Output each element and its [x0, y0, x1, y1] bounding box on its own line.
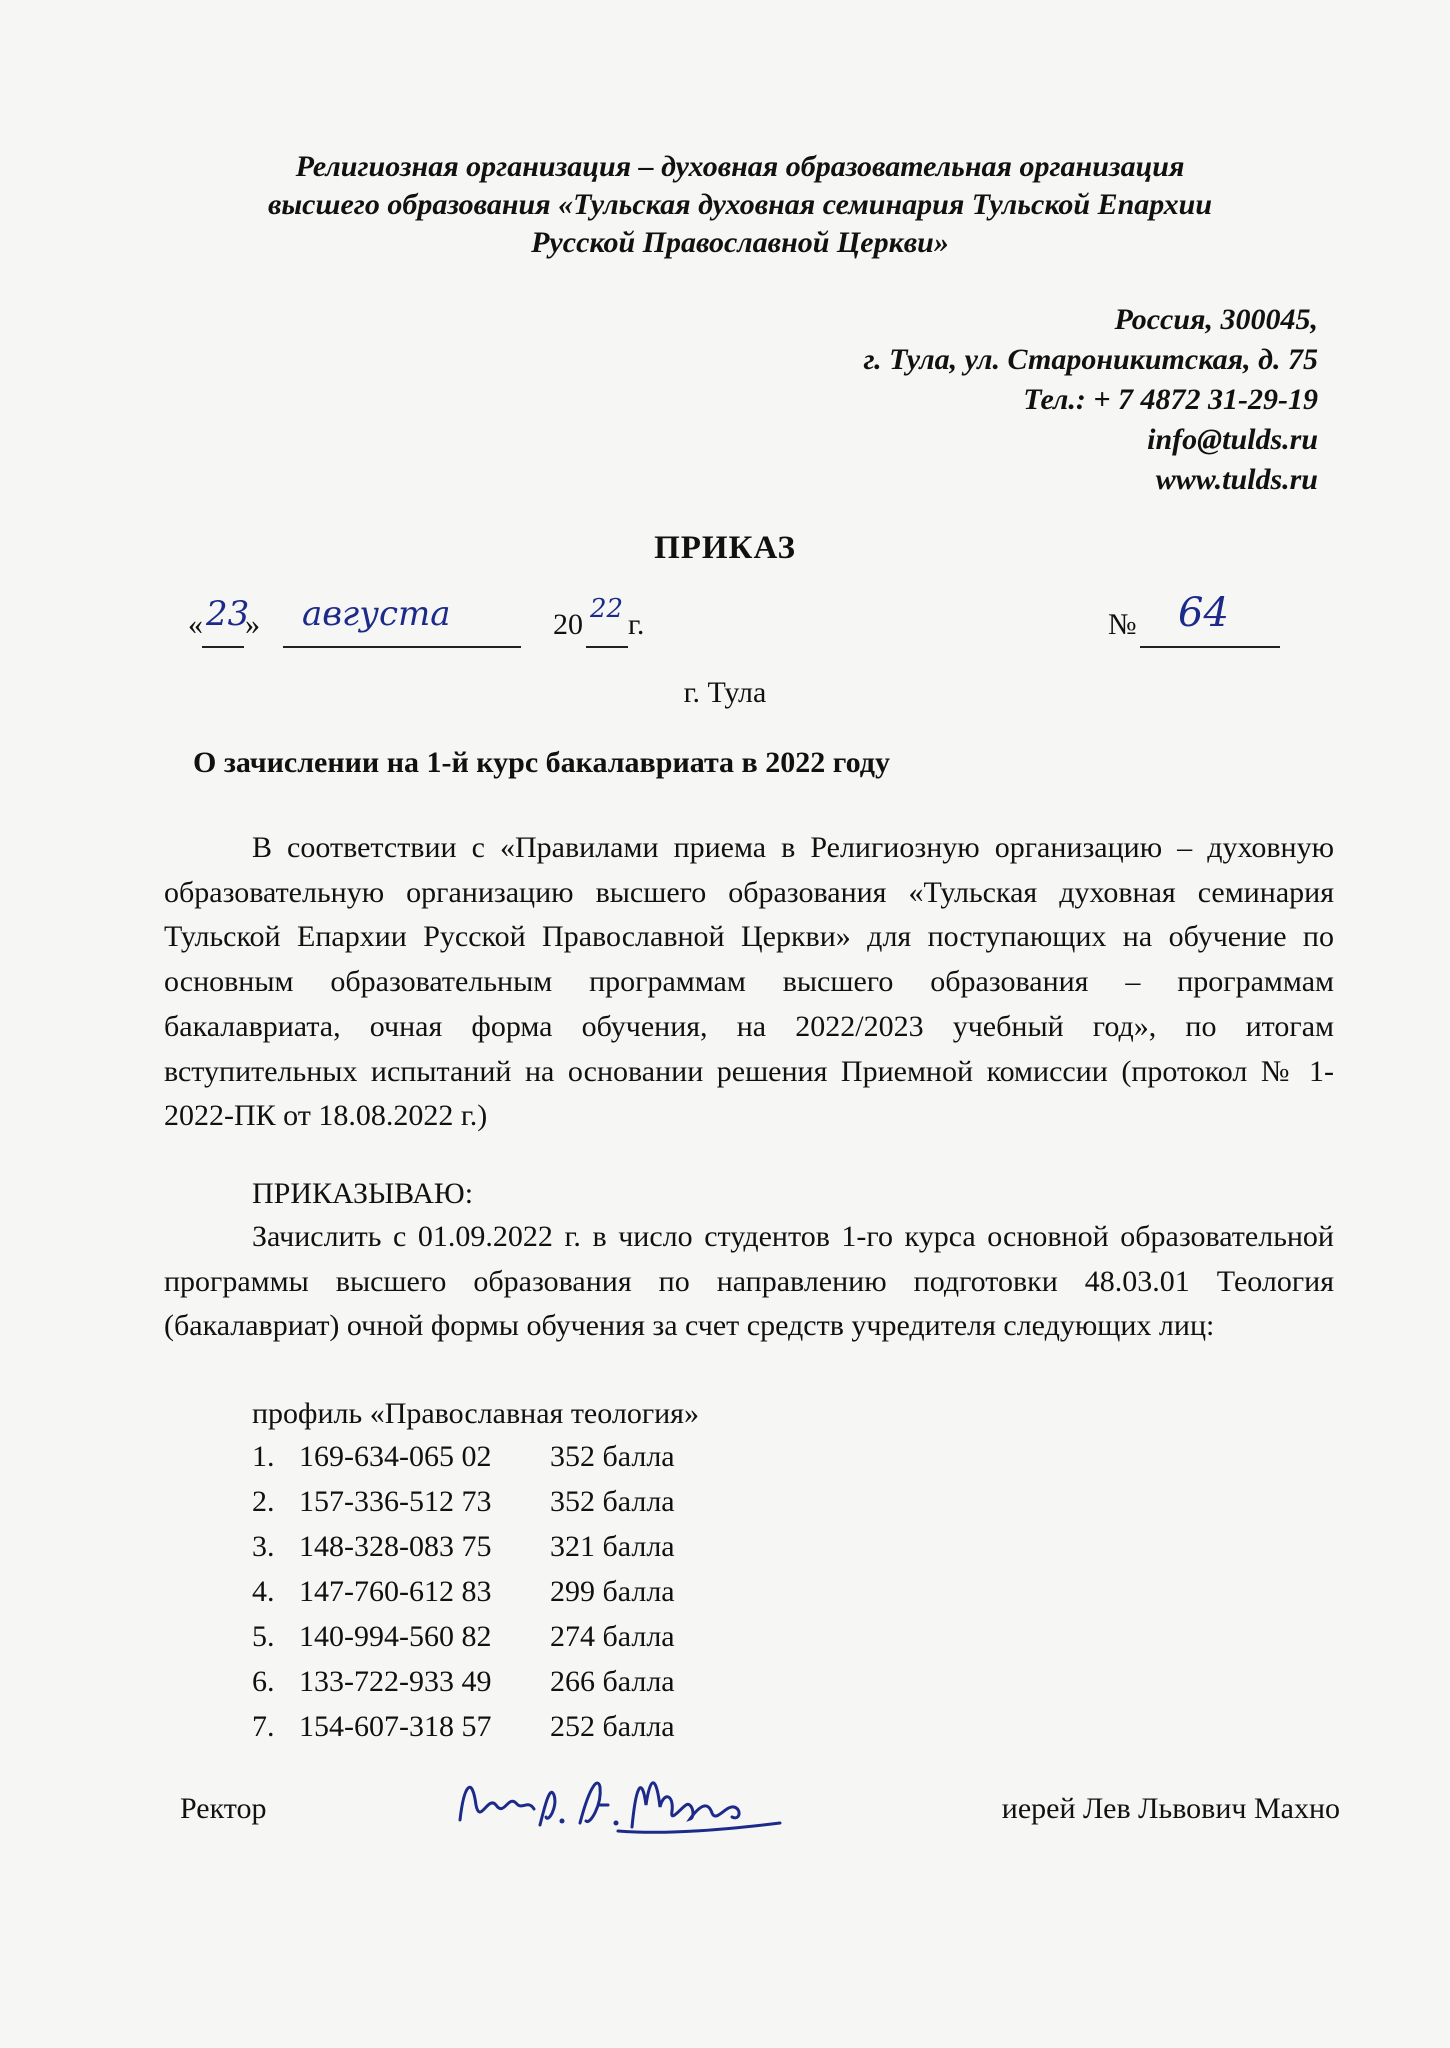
student-code: 157-336-512 73	[299, 1485, 492, 1518]
date-line	[188, 590, 1288, 654]
close-quote: »	[245, 608, 260, 641]
order-word: ПРИКАЗЫВАЮ:	[252, 1177, 474, 1210]
handwritten-signature	[450, 1765, 790, 1845]
list-item	[252, 1710, 772, 1755]
list-item	[252, 1530, 772, 1575]
item-number: 7.	[252, 1710, 275, 1743]
item-number: 4.	[252, 1575, 275, 1608]
student-score: 266 балла	[550, 1665, 675, 1698]
student-score: 274 балла	[550, 1620, 675, 1653]
address-line-1: Россия, 300045,	[1114, 303, 1318, 336]
address-block	[618, 300, 1318, 500]
signatory-position: Ректор	[180, 1792, 267, 1825]
number-label: №	[1108, 608, 1137, 641]
student-score: 252 балла	[550, 1710, 675, 1743]
student-code: 169-634-065 02	[299, 1440, 492, 1473]
student-code: 133-722-933 49	[299, 1665, 492, 1698]
preamble-paragraph	[164, 826, 1334, 1139]
item-number: 3.	[252, 1530, 275, 1563]
student-code: 148-328-083 75	[299, 1530, 492, 1563]
list-item	[252, 1440, 772, 1485]
order-paragraph	[164, 1215, 1334, 1349]
email: info@tulds.ru	[1147, 423, 1318, 456]
order-text: Зачислить с 01.09.2022 г. в число студентов 1-го курса основной образовательной программы высшего образования по направлению подготовки 48.03.01 Теология (бакалавриат) очной формы обучения за счет средств учредителя следующих лиц:	[164, 1220, 1334, 1343]
list-item	[252, 1485, 772, 1530]
address-line-2: г. Тула, ул. Староникитская, д. 75	[863, 343, 1318, 376]
list-item	[252, 1575, 772, 1620]
student-score: 321 балла	[550, 1530, 675, 1563]
header-line-2: высшего образования «Тульская духовная семинария Тульской Епархии	[267, 188, 1213, 221]
list-item	[252, 1665, 772, 1710]
student-code: 140-994-560 82	[299, 1620, 492, 1653]
item-number: 5.	[252, 1620, 275, 1653]
profile-line: профиль «Православная теология»	[252, 1397, 699, 1430]
phone: Тел.: + 7 4872 31-29-19	[1023, 383, 1318, 416]
list-item	[252, 1620, 772, 1665]
handwritten-year: 22	[590, 594, 624, 624]
student-list	[252, 1440, 772, 1755]
city: г. Тула	[683, 676, 767, 709]
order-subject: О зачислении на 1-й курс бакалавриата в 2022 году	[193, 746, 890, 779]
website: www.tulds.ru	[1155, 463, 1318, 496]
signatory-name: иерей Лев Львович Махно	[1001, 1792, 1340, 1825]
organization-header	[200, 148, 1280, 262]
header-line-3: Русской Православной Церкви»	[531, 226, 949, 259]
handwritten-number: 64	[1178, 590, 1229, 636]
student-code: 147-760-612 83	[299, 1575, 492, 1608]
preamble-text: В соответствии с «Правилами приема в Религиозную организацию – духовную образовательную организацию высшего образования «Тульская духовная семинария Тульской Епархии Русской Православной Церкви» для поступающих на обучение по основным образовательным программам высшего образования – программам бакалавриата, очная форма обучения, на 2022/2023 учебный год», по итогам вступительных испытаний на основании решения Приемной комиссии (протокол № 1-2022-ПК от 18.08.2022 г.)	[164, 831, 1334, 1133]
handwritten-day: 23	[206, 594, 250, 634]
header-line-1: Религиозная организация – духовная образовательная организация	[295, 150, 1185, 183]
year-unit: г.	[628, 608, 645, 641]
student-score: 352 балла	[550, 1440, 675, 1473]
item-number: 6.	[252, 1665, 275, 1698]
handwritten-month: августа	[302, 594, 451, 634]
document-title: ПРИКАЗ	[654, 530, 796, 566]
student-score: 352 балла	[550, 1485, 675, 1518]
item-number: 1.	[252, 1440, 275, 1473]
open-quote: «	[188, 608, 203, 641]
year-prefix: 20	[553, 608, 583, 641]
item-number: 2.	[252, 1485, 275, 1518]
student-score: 299 балла	[550, 1575, 675, 1608]
student-code: 154-607-318 57	[299, 1710, 492, 1743]
